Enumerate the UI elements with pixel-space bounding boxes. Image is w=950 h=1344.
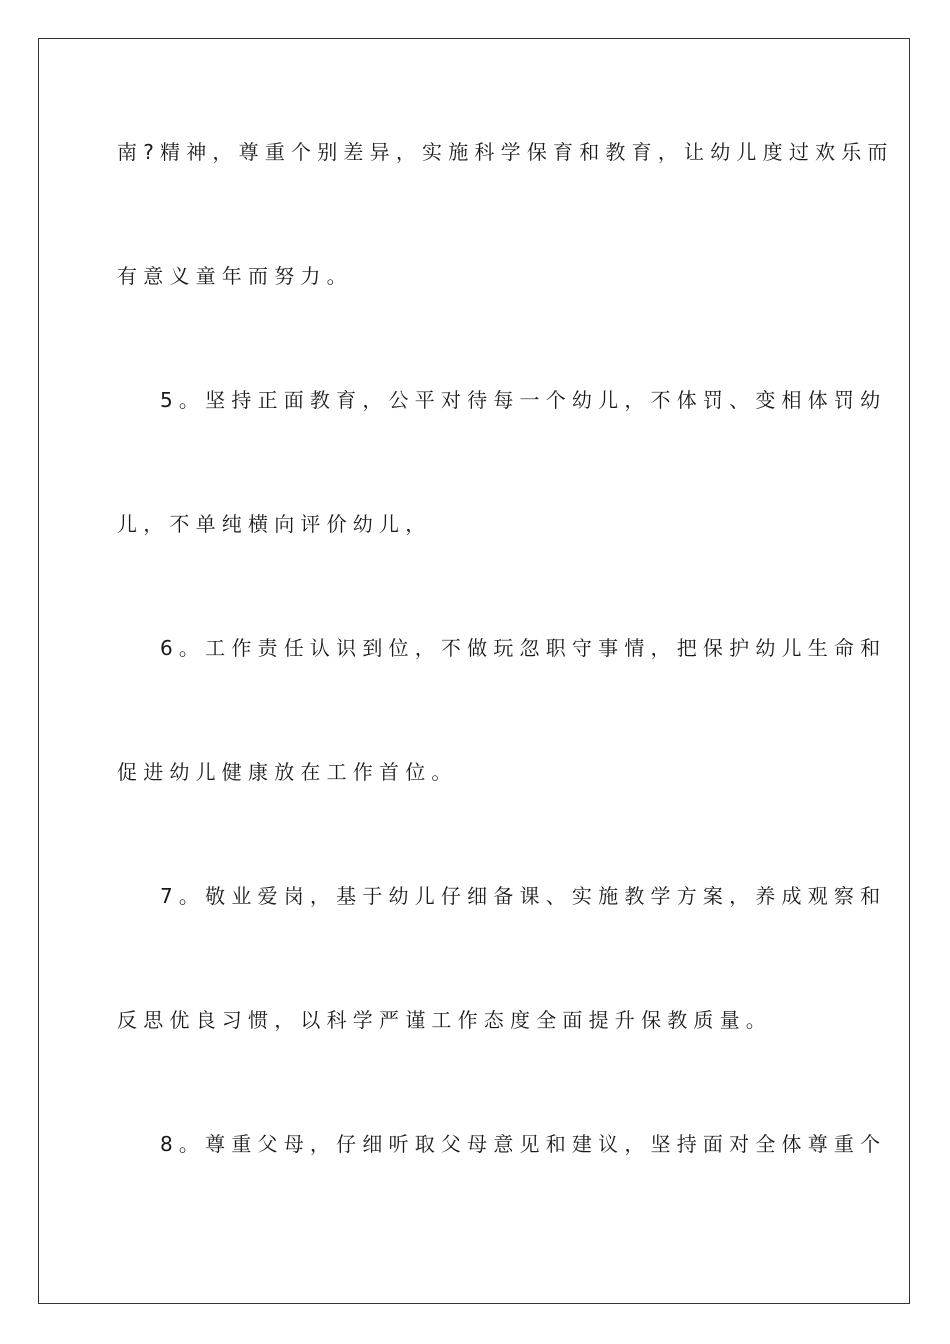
text-line-1: 南?精神，尊重个别差异，实施科学保育和教育，让幼儿度过欢乐而	[117, 140, 894, 164]
text-line-4: 儿，不单纯横向评价幼儿，	[117, 512, 432, 536]
text-line-8: 反思优良习惯，以科学严谨工作态度全面提升保教质量。	[117, 1008, 772, 1032]
text-line-2: 有意义童年而努力。	[117, 264, 353, 288]
text-line-7: 7。敬业爱岗，基于幼儿仔细备课、实施教学方案，养成观察和	[160, 884, 887, 908]
text-line-5: 6。工作责任认识到位，不做玩忽职守事情，把保护幼儿生命和	[160, 636, 887, 660]
text-line-3: 5。坚持正面教育，公平对待每一个幼儿，不体罚、变相体罚幼	[160, 388, 887, 412]
page-border	[38, 38, 910, 1304]
text-line-6: 促进幼儿健康放在工作首位。	[117, 760, 458, 784]
text-line-9: 8。尊重父母，仔细听取父母意见和建议，坚持面对全体尊重个	[160, 1132, 887, 1156]
